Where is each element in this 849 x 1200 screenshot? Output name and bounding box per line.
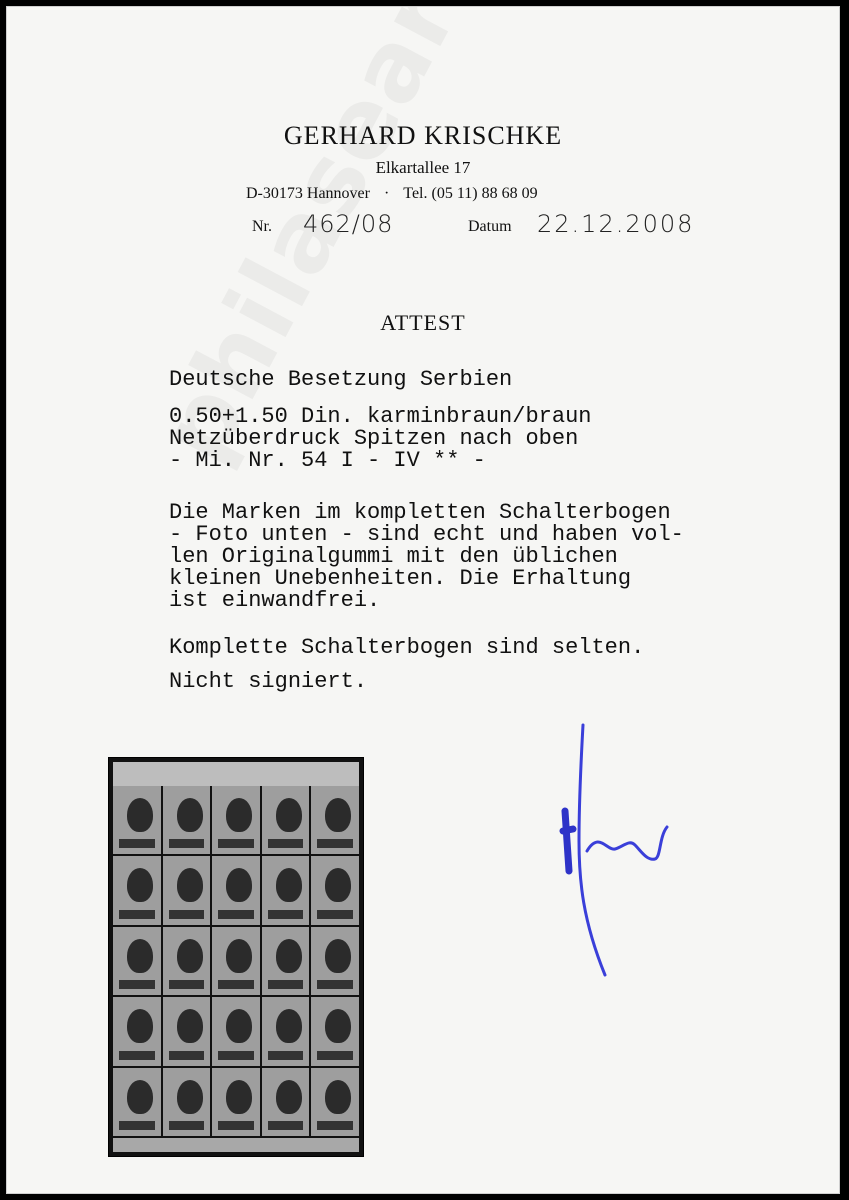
- stamp: [262, 997, 310, 1065]
- stamp: [311, 856, 359, 924]
- stamp: [163, 927, 211, 995]
- certificate-number-label: Nr.: [252, 218, 272, 235]
- stamp-grid: [113, 786, 359, 1136]
- stamp: [262, 786, 310, 854]
- stamp: [163, 1068, 211, 1136]
- rarity-note: Komplette Schalterbogen sind selten.: [169, 635, 645, 660]
- stamp: [212, 786, 260, 854]
- certificate-date: 22.12.2008: [537, 210, 695, 238]
- street-address: Elkartallee 17: [375, 158, 471, 177]
- stamp: [311, 786, 359, 854]
- stamp: [113, 1068, 161, 1136]
- stamp: [311, 1068, 359, 1136]
- stamp: [212, 856, 260, 924]
- signature-stroke-main: [579, 725, 605, 975]
- company-name: GERHARD KRISCHKE: [283, 121, 563, 150]
- stamp: [113, 856, 161, 924]
- stamp: [163, 997, 211, 1065]
- stamp-sheet-photo: [108, 757, 364, 1157]
- signature-note: Nicht signiert.: [169, 669, 368, 694]
- stamp: [113, 997, 161, 1065]
- signature: [559, 721, 679, 981]
- date-label: Datum: [468, 218, 512, 235]
- stamp: [262, 927, 310, 995]
- city-address: D-30173 Hannover: [246, 185, 370, 202]
- stamp: [163, 786, 211, 854]
- stamp: [113, 927, 161, 995]
- document-title: ATTEST: [380, 310, 466, 335]
- stamp: [311, 927, 359, 995]
- contact-line: [246, 185, 538, 203]
- sheet-top-margin: [113, 762, 359, 786]
- certificate-number: 462/08: [303, 210, 394, 238]
- stamp: [113, 786, 161, 854]
- issue-description: Deutsche Besetzung Serbien: [169, 367, 513, 392]
- signature-stroke-flourish: [587, 827, 667, 859]
- stamp-details: 0.50+1.50 Din. karminbraun/braun Netzüberdruck Spitzen nach oben - Mi. Nr. 54 I - IV ** -: [169, 404, 592, 473]
- stamp: [311, 997, 359, 1065]
- stamp: [262, 856, 310, 924]
- stamp: [212, 997, 260, 1065]
- certificate-sheet: [6, 6, 840, 1194]
- signature-stroke-left: [563, 811, 573, 871]
- condition-statement: Die Marken im kompletten Schalterbogen - Foto unten - sind echt und haben vol- len Originalgummi mit den üblichen kleinen Unebenheiten. Die Erhaltung ist einwandfrei.: [169, 500, 684, 613]
- stamp: [212, 1068, 260, 1136]
- sheet-bottom-margin: [113, 1138, 359, 1152]
- stamp: [163, 856, 211, 924]
- stamp: [212, 927, 260, 995]
- stamp: [262, 1068, 310, 1136]
- phone-number: Tel. (05 11) 88 68 09: [403, 185, 538, 202]
- separator-dot: ·: [383, 185, 390, 202]
